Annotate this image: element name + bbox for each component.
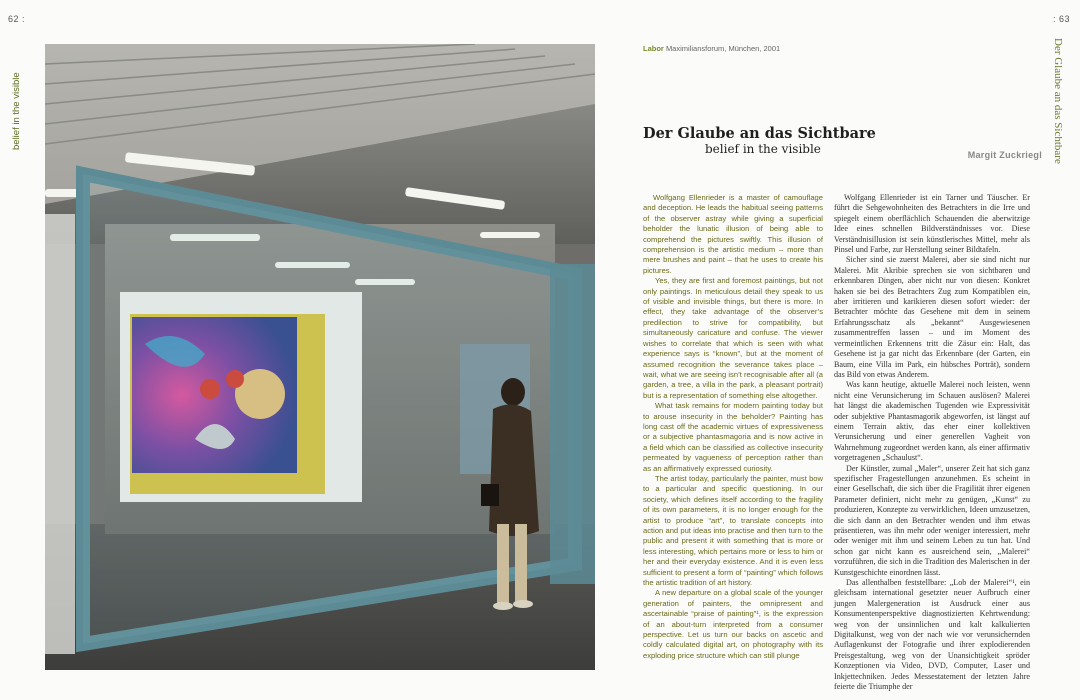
exhibition-photo <box>45 44 595 670</box>
german-paragraph: Das allenthalben feststellbare: „Lob der Malerei“¹, ein gleichsam international gesetzter neuer Aufbruch einer jungen Malergeneration ist Ausdruck einer aus Konsumentenperspektive diagnostizierten Kehrtwendung: weg von der unsinnlichen und kalt kalkulierten Digitalkunst, weg von der nach wie vor verunsichernden Auflagenkunst der Fotografie und ihrer explodierenden Preisgestaltung, weg von der Unansichtigkeit spröder Konzeptionen via Video, DVD, Computer, Laser und Inkjettechniken. Jedes Messestatement der letzten Jahre feierte die Triumphe der <box>834 578 1030 692</box>
photo-caption <box>643 44 780 53</box>
english-paragraph: Wolfgang Ellenrieder is a master of camouflage and deception. He leads the habitual seeing patterns of the observer astray while giving a superficial beholder the lunatic illusion of being able to comprehend the pictures swiftly. This illusion of comprehension is the artistic medium – more than mere brushes and paint – that he uses to create his pictures. <box>643 193 823 275</box>
left-running-head: belief in the visible <box>11 72 22 150</box>
english-paragraph: Yes, they are first and foremost paintings, but not only paintings. In meticulous detail they speak to us of visible and invisible things, but there is more. In effect, they take advantage of the observer’s predilection to strive for compatibility, but simultaneously caricature and confuse. The viewer wishes to correlate that which is seen with what experience says is “known”, but at the moment of assumed recognition the severance takes place – wait, what we are seeing isn’t recognisable after all (a garden, a tree, a villa in the park, a pleasant portrait) but is a representation of something else altogether. <box>643 276 823 400</box>
caption-label: Labor <box>643 44 664 53</box>
german-paragraph: Wolfgang Ellenrieder ist ein Tarner und Täuscher. Er führt die Sehgewohnheiten des Betrachters in die Irre und spiegelt einem oberflächlich Schauenden die aberwitzige Idee eines schnellen Bildverständnisses vor. Diese Verständnisillusion ist sein künstlerisches Mittel, mehr als Pinsel und Farbe, zur Herstellung seiner Bildtafeln. <box>834 193 1030 255</box>
author-name: Margit Zuckriegl <box>967 150 1042 160</box>
left-page-number: 62 : <box>8 14 26 24</box>
german-column <box>834 193 1030 693</box>
english-paragraph: The artist today, particularly the painter, must bow to a particular and specific questioning. In our society, which defines itself according to the fragility of its own parameters, it is no longer enough for the artist to produce “art”, to translate concepts into action and put ideas into practise and then turn to the public and present it with something that is more or less interesting, which pertains more or less to him or her and their everyday existence. And it is even less sufficient to present a form of “painting” which follows the artistic tradition of art history. <box>643 473 823 588</box>
right-running-head: Der Glaube an das Sichtbare <box>1052 38 1064 164</box>
english-column <box>643 193 823 661</box>
article-title-german: Der Glaube an das Sichtbare <box>643 125 876 142</box>
caption-text: Maximiliansforum, München, 2001 <box>665 44 781 53</box>
article-title-english: belief in the visible <box>705 142 821 156</box>
right-page-number: : 63 <box>1052 14 1070 24</box>
german-paragraph: Was kann heutige, aktuelle Malerei noch leisten, wenn nicht eine Verunsicherung im Schauen auslösen? Malerei hat längst die akademischen Tugenden wie Expressivität oder subjektive Phantasmagorik abgeworfen, ist längst auf einem Terrain aktiv, das eher einer kollektiven Verunsicherung und einer generellen Vagheit von Wahrnehmung zugeordnet werden kann, als einer affirmativ vorgetragenen „Schaulust“. <box>834 380 1030 463</box>
german-paragraph: Der Künstler, zumal „Maler“, unserer Zeit hat sich ganz spezifischer Fragestellungen anzunehmen. Es scheint in einer Gesellschaft, die sich über die Fragilität ihrer eigenen Parameter definiert, nicht mehr zu genügen, „Kunst“ zu produzieren, Konzepte zu verwirklichen, Ideen umzusetzen, die sich dann an den Betrachter wenden und ihm etwas präsentieren, was ihn mehr oder weniger interessiert, mehr oder weniger mit ihm und seinem Leben zu tun hat. Und schon gar nicht kann es ausreichend sein, „Malerei“ vorzuführen, die sich in die Tradition des Malerischen in der Kunstgeschichte einordnen lässt. <box>834 463 1031 577</box>
english-paragraph: What task remains for modern painting today but to arouse insecurity in the beholder? Painting has long cast off the academic virtues of expressiveness or a subjective phantasmagoria and is now active in a field which can be classified as collective insecurity permeated by vagueness of perception rather than as an affirmatively expressed curiosity. <box>643 401 823 473</box>
english-paragraph: A new departure on a global scale of the younger generation of painters, the omnipresent and ascertainable “praise of painting”¹, is the expression of an about-turn interpreted from a consumer perspective. Let us turn our backs on ascetic and coldly calculated digital art, on photography with its exploding price structure which can still plunge <box>643 588 823 660</box>
german-paragraph: Sicher sind sie zuerst Malerei, aber sie sind nicht nur Malerei. Mit Akribie sprechen sie von sichtbaren und erkennbaren Dingen, aber nicht nur von diesen: Konkret haken sie bei des Betrachters Zug zum Kompatiblen ein, aber irritieren und karikieren diesen sofort wieder: der Betrachter möchte das Gesehene mit dem in seinem Erfahrungsschatz als „bekannt“ Ausgewiesenen zusammentreffen lassen – und im Moment des vermeintlichen Erkennens tritt die Zäsur ein: Halt, das Gesehene ist ja gar nicht das Erkennbare (der Garten, ein Baum, eine Villa im Park, ein hübsches Porträt), sondern das Bild von etwas Anderem. <box>834 255 1030 379</box>
